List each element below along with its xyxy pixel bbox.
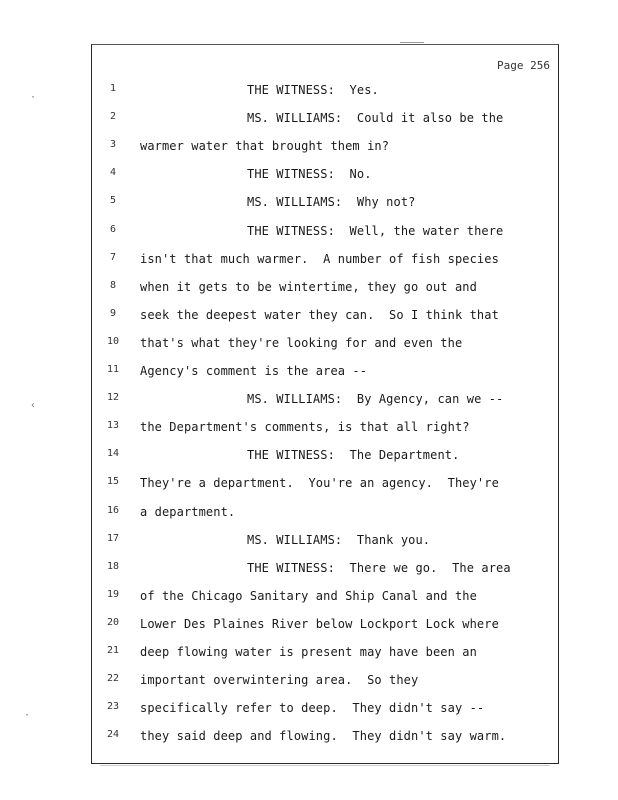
- transcript-line: [92, 560, 558, 587]
- transcript-line: [92, 167, 558, 193]
- line-number: 22: [106, 673, 120, 685]
- transcript-line: [92, 251, 558, 278]
- transcript-line: [92, 195, 558, 221]
- line-number: 21: [106, 645, 120, 656]
- line-text: warmer water that brought them in?: [140, 139, 390, 154]
- line-number: 6: [109, 223, 117, 235]
- line-text: MS. WILLIAMS: Could it also be the: [247, 111, 504, 126]
- scan-mark: ·: [24, 710, 31, 721]
- line-text: THE WITNESS: The Department.: [247, 448, 460, 463]
- line-number: 17: [106, 532, 120, 544]
- transcript-line: [92, 729, 558, 755]
- transcript-page: [91, 44, 559, 764]
- line-text: THE WITNESS: No.: [247, 167, 372, 182]
- line-number: 15: [106, 476, 120, 488]
- line-text: a department.: [140, 504, 236, 519]
- line-number: 16: [106, 504, 120, 516]
- line-text: Lower Des Plaines River below Lockport Lock where: [140, 616, 499, 631]
- line-text: THE WITNESS: There we go. The area: [247, 560, 511, 575]
- line-number: 8: [109, 279, 117, 291]
- line-text: MS. WILLIAMS: Why not?: [247, 195, 416, 210]
- transcript-line: [92, 701, 558, 727]
- line-number: 23: [106, 701, 120, 713]
- line-text: when it gets to be wintertime, they go out and: [140, 279, 477, 294]
- line-text: They're a department. You're an agency. They're: [140, 476, 499, 491]
- transcript-line: [92, 645, 558, 671]
- transcript-line: [92, 139, 558, 165]
- transcript-line: [92, 83, 558, 109]
- scan-smudge: [400, 42, 424, 43]
- line-text: Agency's comment is the area --: [140, 364, 368, 378]
- transcript-line: [92, 364, 558, 390]
- line-number: 24: [106, 729, 120, 741]
- line-number: 7: [109, 251, 117, 263]
- line-text: of the Chicago Sanitary and Ship Canal and the: [140, 588, 477, 603]
- line-text: MS. WILLIAMS: By Agency, can we --: [247, 392, 504, 407]
- line-number: 11: [106, 364, 120, 375]
- line-number: 10: [106, 335, 120, 347]
- transcript-line: [92, 448, 558, 474]
- line-number: 20: [106, 616, 120, 628]
- transcript-line: [92, 223, 558, 250]
- transcript-line: [92, 307, 558, 334]
- line-number: 19: [106, 588, 120, 600]
- line-number: 13: [106, 420, 120, 432]
- line-text: THE WITNESS: Yes.: [247, 83, 379, 97]
- transcript-line: [92, 420, 558, 446]
- line-number: 18: [106, 560, 120, 572]
- scan-smudge: [100, 765, 550, 766]
- line-number: 5: [109, 195, 117, 207]
- page-number-label: Page 256: [497, 59, 550, 72]
- transcript-line: [92, 335, 558, 362]
- scan-mark: ·: [30, 92, 37, 103]
- transcript-line: [92, 532, 558, 559]
- transcript-line: [92, 504, 558, 531]
- line-number: 9: [109, 307, 117, 319]
- line-text: they said deep and flowing. They didn't say warm.: [140, 729, 507, 744]
- transcript-line: [92, 392, 558, 418]
- line-text: specifically refer to deep. They didn't say --: [140, 701, 485, 716]
- line-number: 1: [109, 83, 117, 94]
- transcript-line: [92, 588, 558, 615]
- transcript-line: [92, 616, 558, 643]
- line-text: that's what they're looking for and even the: [140, 335, 463, 350]
- transcript-line: [92, 279, 558, 306]
- transcript-line: [92, 673, 558, 699]
- line-number: 14: [106, 448, 120, 460]
- line-text: MS. WILLIAMS: Thank you.: [247, 532, 431, 547]
- scan-mark: ‹: [30, 400, 37, 411]
- line-text: deep flowing water is present may have been an: [140, 645, 477, 659]
- line-number: 12: [106, 392, 120, 404]
- line-text: important overwintering area. So they: [140, 673, 419, 688]
- transcript-line: [92, 111, 558, 137]
- line-text: the Department's comments, is that all right?: [140, 420, 470, 435]
- line-text: THE WITNESS: Well, the water there: [247, 223, 504, 238]
- line-number: 3: [109, 139, 117, 151]
- line-number: 2: [109, 111, 117, 123]
- line-text: isn't that much warmer. A number of fish species: [140, 251, 499, 266]
- transcript-line: [92, 476, 558, 502]
- line-number: 4: [109, 167, 117, 179]
- line-text: seek the deepest water they can. So I think that: [140, 307, 499, 322]
